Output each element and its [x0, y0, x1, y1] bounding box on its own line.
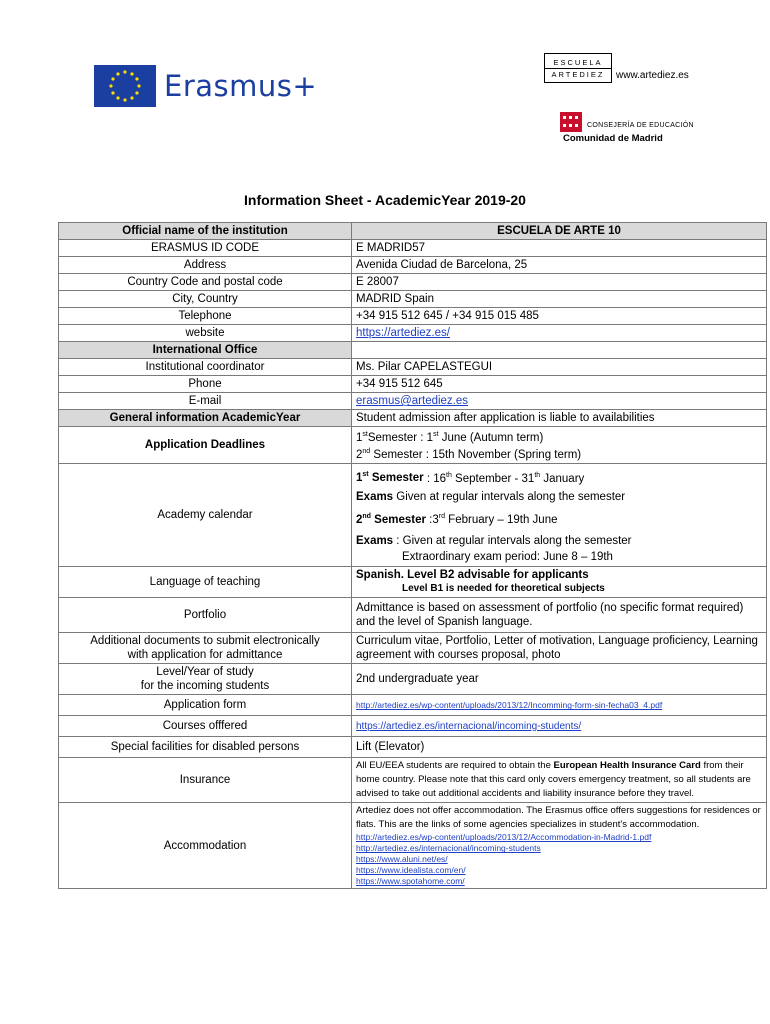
- table-row: [59, 758, 767, 803]
- facilities-label: Special facilities for disabled persons: [59, 737, 352, 758]
- table-row: [59, 567, 767, 598]
- documents-value: Curriculum vitae, Portfolio, Letter of motivation, Language proficiency, Learning agreement with courses proposal, photo: [352, 633, 767, 664]
- phone-label: Phone: [59, 376, 352, 393]
- table-row: [59, 342, 767, 359]
- postal-label: Country Code and postal code: [59, 274, 352, 291]
- table-row: [59, 716, 767, 737]
- page-title: Information Sheet - AcademicYear 2019-20: [244, 192, 526, 208]
- portfolio-value: Admittance is based on assessment of portfolio (no specific format required) and the level of Spanish language.: [352, 598, 767, 633]
- erasmus-id-label: ERASMUS ID CODE: [59, 240, 352, 257]
- table-row: [59, 291, 767, 308]
- documents-label: Additional documents to submit electronically with application for admittance: [59, 633, 352, 664]
- table-row: [59, 223, 767, 240]
- application-form-label: Application form: [59, 695, 352, 716]
- table-row: [59, 427, 767, 464]
- intl-office-value: [352, 342, 767, 359]
- head-right-cell: ESCUELA DE ARTE 10: [352, 223, 767, 240]
- calendar-value: 1st Semester : 16th September - 31th January Exams Given at regular intervals along the semester 2nd Semester :3rd February – 19th June Exams : Given at regular intervals along the semester Extraordinary exam period: June 8 – 19th: [352, 463, 767, 567]
- deadlines-label: Application Deadlines: [59, 427, 352, 464]
- escuela-artediez-logo: [544, 53, 689, 83]
- head-left-cell: Official name of the institution: [59, 223, 352, 240]
- erasmus-logo-text: Erasmus+: [164, 69, 318, 103]
- erasmus-id-value: E MADRID57: [352, 240, 767, 257]
- telephone-label: Telephone: [59, 308, 352, 325]
- table-row: [59, 463, 767, 567]
- accommodation-link[interactable]: https://www.spotahome.com/: [356, 876, 465, 887]
- madrid-flag-icon: [560, 112, 582, 132]
- telephone-value: +34 915 512 645 / +34 915 015 485: [352, 308, 767, 325]
- escuela-logo-line2: ARTEDIEZ: [545, 68, 611, 80]
- table-row: [59, 325, 767, 342]
- accommodation-link[interactable]: http://artediez.es/internacional/incoming-students: [356, 843, 541, 854]
- escuela-logo-box: [544, 53, 612, 83]
- table-row: [59, 695, 767, 716]
- table-row: [59, 410, 767, 427]
- madrid-logo-line2: Comunidad de Madrid: [563, 133, 663, 144]
- coordinator-value: Ms. Pilar CAPELASTEGUI: [352, 359, 767, 376]
- address-label: Address: [59, 257, 352, 274]
- website-link[interactable]: https://artediez.es/: [356, 327, 450, 339]
- city-label: City, Country: [59, 291, 352, 308]
- email-link[interactable]: erasmus@artediez.es: [356, 395, 469, 407]
- table-row: [59, 598, 767, 633]
- madrid-logo-line1: CONSEJERÍA DE EDUCACIÓN: [587, 122, 694, 129]
- coordinator-label: Institutional coordinator: [59, 359, 352, 376]
- table-row: [59, 257, 767, 274]
- insurance-value: All EU/EEA students are required to obtain the European Health Insurance Card from their home country. Please note that this card only covers emergency treatment, so all students are advised to take out additional accidents and liability insurance before they travel.: [352, 758, 767, 803]
- table-row: [59, 803, 767, 889]
- accommodation-value: Artediez does not offer accommodation. The Erasmus office offers suggestions for residences or flats. This are the links of some agencies specializes in student's accommodation. http://artediez.es/wp-content/uploads/2013/12/Accommodation-in-Madrid-1.pdf http://artediez.es/internacional/incoming-students https://www.aluni.net/es/ https://www.idealista.com/en/ https://www.spotahome.com/: [352, 803, 767, 889]
- address-value: Avenida Ciudad de Barcelona, 25: [352, 257, 767, 274]
- information-table: [58, 222, 767, 889]
- calendar-label: Academy calendar: [59, 463, 352, 567]
- accommodation-label: Accommodation: [59, 803, 352, 889]
- accommodation-link[interactable]: https://www.aluni.net/es/: [356, 854, 448, 865]
- facilities-value: Lift (Elevator): [352, 737, 767, 758]
- escuela-logo-line1: ESCUELA: [553, 57, 603, 67]
- table-row: [59, 308, 767, 325]
- level-value: 2nd undergraduate year: [352, 664, 767, 695]
- application-form-link[interactable]: http://artediez.es/wp-content/uploads/2013/12/Incomming-form-sin-fecha03_4.pdf: [356, 700, 663, 711]
- general-info-label: General information AcademicYear: [59, 410, 352, 427]
- table-row: [59, 664, 767, 695]
- intl-office-label: International Office: [59, 342, 352, 359]
- language-value: Spanish. Level B2 advisable for applicants Level B1 is needed for theoretical subjects: [352, 567, 767, 598]
- website-label: website: [59, 325, 352, 342]
- table-row: [59, 240, 767, 257]
- city-value: MADRID Spain: [352, 291, 767, 308]
- deadlines-value: 1stSemester : 1st June (Autumn term) 2nd Semester : 15th November (Spring term): [352, 427, 767, 464]
- table-row: [59, 633, 767, 664]
- erasmus-plus-logo: [94, 65, 317, 107]
- language-label: Language of teaching: [59, 567, 352, 598]
- insurance-label: Insurance: [59, 758, 352, 803]
- table-row: [59, 737, 767, 758]
- email-label: E-mail: [59, 393, 352, 410]
- courses-link[interactable]: https://artediez.es/internacional/incoming-students/: [356, 720, 582, 732]
- accommodation-link[interactable]: http://artediez.es/wp-content/uploads/2013/12/Accommodation-in-Madrid-1.pdf: [356, 832, 652, 843]
- table-row: [59, 274, 767, 291]
- courses-label: Courses offfered: [59, 716, 352, 737]
- table-row: [59, 393, 767, 410]
- table-row: [59, 359, 767, 376]
- portfolio-label: Portfolio: [59, 598, 352, 633]
- general-info-value: Student admission after application is liable to availabilities: [352, 410, 767, 427]
- level-label: Level/Year of study for the incoming students: [59, 664, 352, 695]
- phone-value: +34 915 512 645: [352, 376, 767, 393]
- eu-flag-icon: [94, 65, 156, 107]
- accommodation-link[interactable]: https://www.idealista.com/en/: [356, 865, 466, 876]
- escuela-website-text: www.artediez.es: [616, 70, 689, 81]
- table-row: [59, 376, 767, 393]
- postal-value: E 28007: [352, 274, 767, 291]
